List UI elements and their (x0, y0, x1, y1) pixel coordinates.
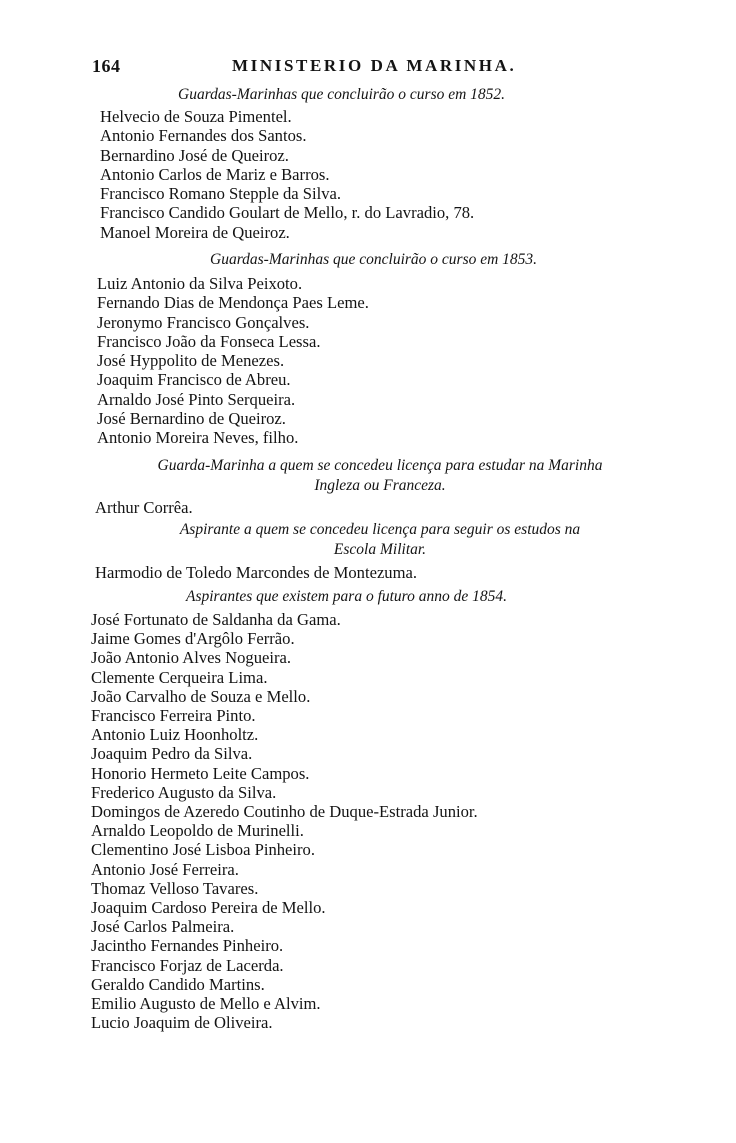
heading-line: Aspirante a quem se concedeu licença para seguir os estudos na (179, 521, 581, 538)
section-heading-1854: Aspirantes que existem para o futuro anno de 1854. (186, 588, 508, 605)
list-item: Helvecio de Souza Pimentel. (100, 107, 292, 126)
list-item: Geraldo Candido Martins. (91, 974, 265, 994)
list-item: Emilio Augusto de Mello e Alvim. (91, 994, 321, 1014)
list-item: Harmodio de Toledo Marcondes de Montezuma. (95, 563, 418, 582)
heading-line: Ingleza ou Franceza. (314, 477, 446, 494)
list-item: Joaquim Pedro da Silva. (91, 744, 253, 764)
section-heading-1853: Guardas-Marinhas que concluirão o curso em 1853. (210, 251, 538, 268)
list-item: Jacintho Fernandes Pinheiro. (91, 936, 284, 956)
list-item: Francisco Candido Goulart de Mello, r. do Lavradio, 78. (100, 203, 475, 223)
list-item: José Bernardino de Queiroz. (97, 409, 286, 429)
list-item: Antonio Fernandes dos Santos. (100, 126, 307, 146)
name-list-1854 (91, 610, 478, 1032)
list-item: Francisco João da Fonseca Lessa. (97, 331, 321, 351)
list-item: Francisco Ferreira Pinto. (91, 706, 256, 726)
list-item: Fernando Dias de Mendonça Paes Leme. (97, 293, 369, 313)
name-list-1852 (100, 107, 474, 242)
list-item: Antonio José Ferreira. (91, 859, 239, 879)
heading-line: Guarda-Marinha a quem se concedeu licença para estudar na Marinha (157, 457, 603, 474)
list-item: Joaquim Francisco de Abreu. (97, 370, 291, 390)
list-item: Lucio Joaquim de Oliveira. (91, 1013, 273, 1033)
list-item: Joaquim Cardoso Pereira de Mello. (91, 898, 326, 918)
name-list-1853 (97, 274, 369, 448)
list-item: Domingos de Azeredo Coutinho de Duque-Estrada Junior. (91, 802, 478, 822)
list-item: Arnaldo José Pinto Serqueira. (97, 389, 296, 409)
list-item: Antonio Moreira Neves, filho. (97, 428, 299, 448)
list-item: Arnaldo Leopoldo de Murinelli. (91, 821, 304, 841)
list-item: Antonio Carlos de Mariz e Barros. (100, 164, 330, 184)
page-number: 164 (92, 56, 121, 76)
list-item: Jaime Gomes d'Argôlo Ferrão. (91, 629, 295, 649)
list-item: Thomaz Velloso Tavares. (91, 878, 259, 898)
list-item: Manoel Moreira de Queiroz. (100, 222, 290, 242)
list-item: Jeronymo Francisco Gonçalves. (97, 312, 310, 332)
page-header (92, 52, 532, 82)
list-item: Arthur Corrêa. (95, 498, 193, 517)
list-item: João Carvalho de Souza e Mello. (91, 686, 311, 706)
section-heading-escola-militar (100, 520, 660, 560)
list-item: Francisco Romano Stepple da Silva. (100, 184, 342, 204)
list-item: Honorio Hermeto Leite Campos. (91, 763, 310, 783)
list-item: José Hyppolito de Menezes. (97, 351, 285, 371)
section-heading-1852: Guardas-Marinhas que concluirão o curso em 1852. (178, 86, 506, 103)
list-item: Antonio Luiz Hoonholtz. (91, 725, 259, 745)
list-item: Luiz Antonio da Silva Peixoto. (97, 274, 303, 293)
section-heading-licenca-marinha (100, 456, 660, 496)
list-item: José Carlos Palmeira. (91, 917, 235, 937)
list-item: Frederico Augusto da Silva. (91, 782, 277, 802)
list-item: João Antonio Alves Nogueira. (91, 648, 292, 668)
list-item: Clementino José Lisboa Pinheiro. (91, 840, 315, 860)
list-item: Clemente Cerqueira Lima. (91, 667, 268, 687)
list-item: Bernardino José de Queiroz. (100, 145, 289, 165)
heading-line: Escola Militar. (333, 541, 427, 558)
running-title: MINISTERIO DA MARINHA. (232, 56, 517, 75)
list-item: José Fortunato de Saldanha da Gama. (91, 610, 341, 629)
list-item: Francisco Forjaz de Lacerda. (91, 955, 284, 975)
